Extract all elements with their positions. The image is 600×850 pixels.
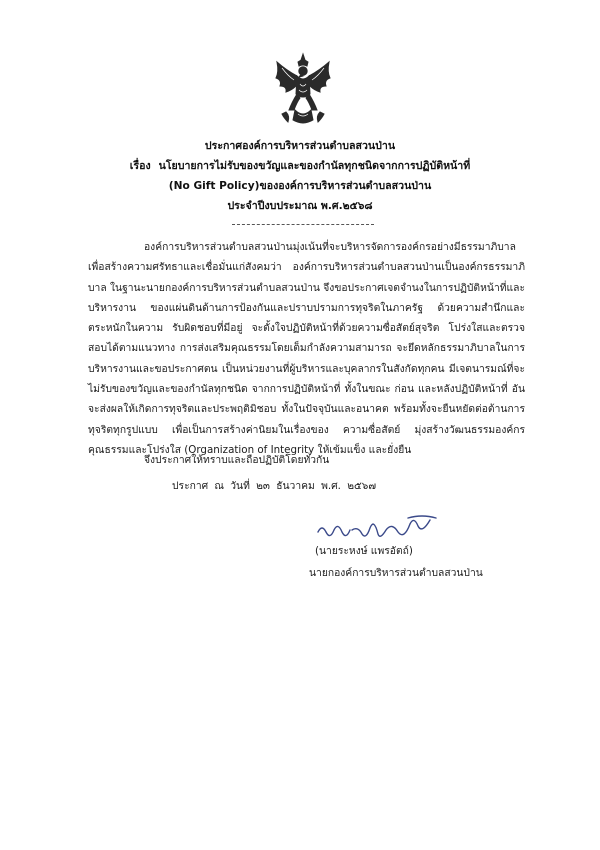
announcement-heading xyxy=(0,136,600,216)
heading-divider xyxy=(232,224,374,225)
heading-policy-name: (No Gift Policy)ขององค์การบริหารส่วนตำบลสวนป่าน xyxy=(168,180,432,192)
heading-fiscal-year: ประจำปีงบประมาณ พ.ศ.๒๕๖๘ xyxy=(227,200,373,212)
signer-name: (นายระหงษ์ แพรอัตถ์) xyxy=(315,545,413,557)
body-paragraph: องค์การบริหารส่วนตำบลสวนป่านมุ่งเน้นที่จะบริหารจัดการองค์กรอย่างมีธรรมาภิบาล เพื่อสร้างความศรัทธาและเชื่อมั่นแก่สังคมว่า องค์การบริหารส่วนตำบลสวนป่านเป็นองค์กรธรรมาภิบาล ในฐานะนายกองค์การบริหารส่วนตำบลสวนป่าน จึงขอประกาศเจตจำนงในการปฏิบัติหน้าที่และบริหารงาน ของแผ่นดินด้านการป้องกันและปราบปรามการทุจริตในภาครัฐ ด้วยความสำนึกและตระหนักในความ รับผิดชอบที่มีอยู่ จะตั้งใจปฏิบัติหน้าที่ด้วยความซื่อสัตย์สุจริต โปร่งใสและตรวจสอบได้ตามแนวทาง การส่งเสริมคุณธรรมโดยเต็มกำลังความสามารถ จะยึดหลักธรรมาภิบาลในการบริหารงานและขอประกาศตน เป็นหน่วยงานที่ผู้บริหารและบุคลากรในสังกัดทุกคน มีเจตนารมณ์ที่จะไม่รับของขวัญและของกำนัลทุกชนิด จากการปฏิบัติหน้าที่ ทั้งในขณะ ก่อน และหลังปฏิบัติหน้าที่ อันจะส่งผลให้เกิดการทุจริตและประพฤติมิชอบ ทั้งในปัจจุบันและอนาคต พร้อมทั้งจะยืนหยัดต่อต้านการทุจริตทุกรูปแบบ เพื่อเป็นการสร้างค่านิยมในเรื่องของ ความซื่อสัตย์ มุ่งสร้างวัฒนธรรมองค์กรคุณธรรมและโปร่งใส (Organization of Integrity ให้เข้มแข็ง และยั่งยืน xyxy=(88,241,525,456)
announcement-body xyxy=(88,237,525,460)
heading-organization: ประกาศองค์การบริหารส่วนตำบลสวนป่าน xyxy=(204,140,396,152)
subject-label: เรื่อง xyxy=(129,160,151,172)
heading-subject xyxy=(130,156,470,176)
subject-text: นโยบายการไม่รับของขวัญและของกำนัลทุกชนิดจากการปฏิบัติหน้าที่ xyxy=(158,160,471,172)
closing-announcement: จึงประกาศให้ทราบและถือปฏิบัติโดยทั่วกัน xyxy=(144,454,330,466)
garuda-emblem-icon xyxy=(272,52,334,126)
announcement-date: ประกาศ ณ วันที่ ๒๓ ธันวาคม พ.ศ. ๒๕๖๗ xyxy=(172,480,377,492)
signer-title: นายกองค์การบริหารส่วนตำบลสวนป่าน xyxy=(309,567,483,579)
